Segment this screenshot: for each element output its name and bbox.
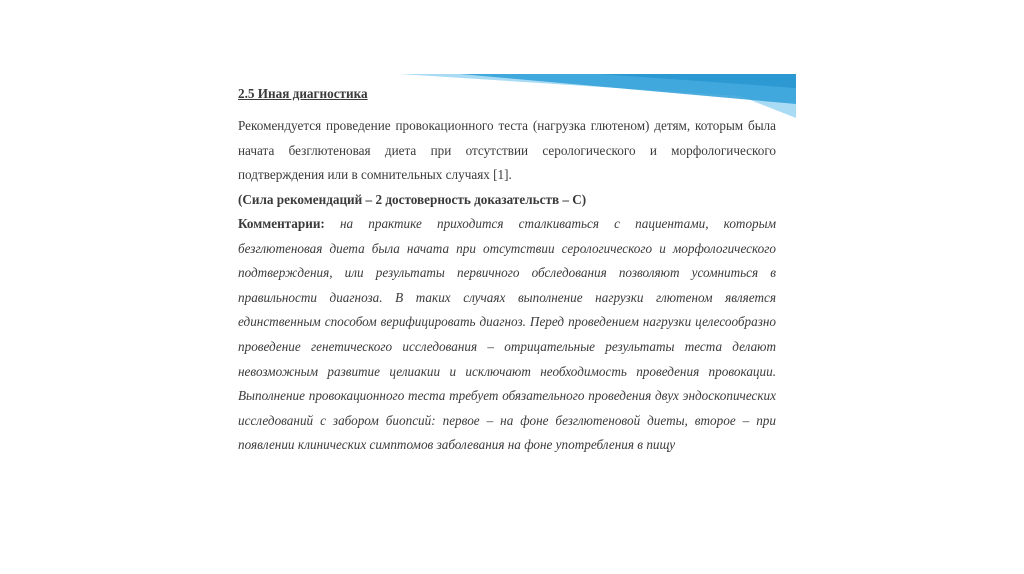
section-heading: 2.5 Иная диагностика: [238, 86, 368, 101]
comments-text: на практике приходится сталкиваться с пациентами, которым безглютеновая диета была начата при отсутствии серологического и морфологического подтверждения, или результаты первичного обследования позволяют усомниться в правильности диагноза. В таких случаях выполнение нагрузки глютеном является единственным способом верифицировать диагноз. Перед проведением нагрузки целесообразно проведение генетического исследования – отрицательные результаты теста делают невозможным развитие целиакии и исключают необходимость проведения провокации. Выполнение провокационного теста требует обязательного проведения двух эндоскопических исследований с забором биопсий: первое – на фоне безглютеновой диеты, второе – при появлении клинических симптомов заболевания на фоне употребления в пищу: [238, 216, 776, 453]
comments-paragraph: [238, 212, 776, 458]
document-page: [238, 84, 776, 458]
recommendation-paragraph: Рекомендуется проведение провокационного теста (нагрузка глютеном) детям, которым была начата безглютеновая диета при отсутствии серологического и морфологического подтверждения или в сомнительных случаях [1].: [238, 118, 776, 182]
comments-label: Комментарии:: [238, 216, 325, 231]
recommendation-strength: (Сила рекомендаций – 2 достоверность доказательств – С): [238, 191, 587, 207]
